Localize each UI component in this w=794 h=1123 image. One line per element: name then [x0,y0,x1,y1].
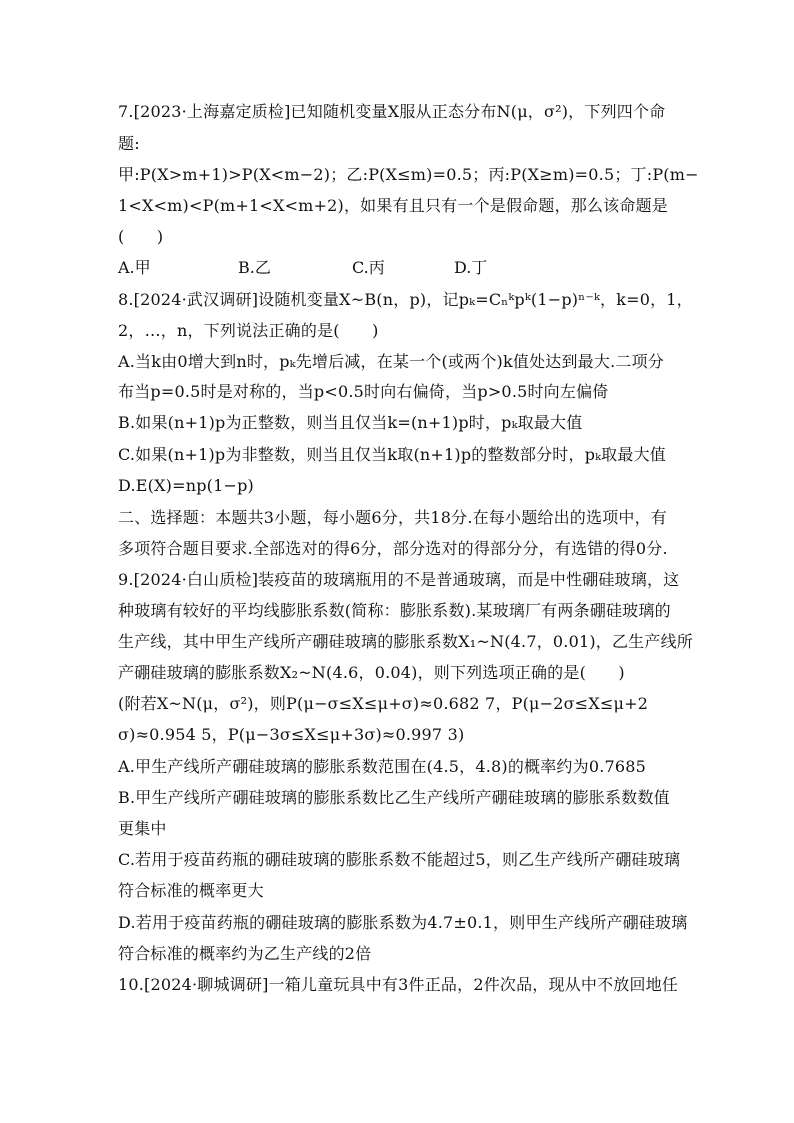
q9-stem-line-4: 产硼硅玻璃的膨胀系数X₂~N(4.6，0.04)，则下列选项正确的是( ) [118,663,625,682]
q8-stem-line-1: 8.[2024·武汉调研]设随机变量X~B(n，p)，记pₖ=Cₙᵏpᵏ(1−p)ⁿ⁻ᵏ，k=0，1， [118,290,693,309]
q7-option-d: D.丁 [454,258,488,277]
q9-option-d-line-1: D.若用于疫苗药瓶的硼硅玻璃的膨胀系数为4.7±0.1，则甲生产线所产硼硅玻璃 [118,913,688,932]
section-2-heading-line-2: 多项符合题目要求.全部选对的得6分，部分选对的得部分分，有选错的得0分. [118,539,668,558]
q10-stem-line-1: 10.[2024·聊城调研]一箱儿童玩具中有3件正品，2件次品，现从中不放回地任 [118,975,679,994]
q8-option-c: C.如果(n+1)p为非整数，则当且仅当k取(n+1)p的整数部分时，pₖ取最大值 [118,445,666,464]
q9-option-b-line-1: B.甲生产线所产硼硅玻璃的膨胀系数比乙生产线所产硼硅玻璃的膨胀系数数值 [118,788,670,807]
q7-option-a: A.甲 [118,258,151,277]
q9-note-line-2: σ)≈0.954 5，P(μ−3σ≤X≤μ+3σ)≈0.997 3) [118,725,465,744]
q9-stem-line-1: 9.[2024·白山质检]装疫苗的玻璃瓶用的不是普通玻璃，而是中性硼硅玻璃，这 [118,570,680,589]
q7-option-c: C.丙 [352,258,385,277]
q9-note-line-1: (附若X~N(μ，σ²)，则P(μ−σ≤X≤μ+σ)≈0.682 7，P(μ−2σ≤X≤μ+2 [118,694,649,713]
q9-option-c-line-1: C.若用于疫苗药瓶的硼硅玻璃的膨胀系数不能超过5，则乙生产线所产硼硅玻璃 [118,850,681,869]
section-2-heading-line-1: 二、选择题：本题共3小题，每小题6分，共18分.在每小题给出的选项中，有 [118,508,668,527]
q9-stem-line-2: 种玻璃有较好的平均线膨胀系数(简称：膨胀系数).某玻璃厂有两条硼硅玻璃的 [118,601,671,620]
q8-stem-line-2: 2，…，n，下列说法正确的是( ) [118,321,379,340]
q7-option-b: B.乙 [238,258,271,277]
q7-stem-line-1: 7.[2023·上海嘉定质检]已知随机变量X服从正态分布N(μ，σ²)，下列四个命 [118,102,666,121]
q7-stem-line-2: 题: [118,134,140,153]
q8-option-b: B.如果(n+1)p为正整数，则当且仅当k=(n+1)p时，pₖ取最大值 [118,413,583,432]
q8-option-d: D.E(X)=np(1−p) [118,476,254,495]
q9-option-a: A.甲生产线所产硼硅玻璃的膨胀系数范围在(4.5，4.8)的概率约为0.7685 [118,757,647,776]
q8-option-a-line-2: 布当p=0.5时是对称的，当p<0.5时向右偏倚，当p>0.5时向左偏倚 [118,382,609,401]
q9-option-c-line-2: 符合标准的概率更大 [118,881,264,900]
q8-option-a-line-1: A.当k由0增大到n时，pₖ先增后减，在某一个(或两个)k值处达到最大.二项分 [118,352,664,371]
q7-stem-line-4: 1<X<m)<P(m+1<X<m+2)，如果有且只有一个是假命题，那么该命题是 [118,196,668,215]
q7-answer-blank: ( ) [118,227,164,246]
q7-options [118,258,718,278]
q9-option-b-line-2: 更集中 [118,819,167,838]
q9-stem-line-3: 生产线，其中甲生产线所产硼硅玻璃的膨胀系数X₁~N(4.7，0.01)，乙生产线所 [118,632,693,651]
q9-option-d-line-2: 符合标准的概率约为乙生产线的2倍 [118,944,372,963]
q7-stem-line-3: 甲:P(X>m+1)>P(X<m−2)；乙:P(X≤m)=0.5；丙:P(X≥m)=0.5；丁:P(m− [118,165,699,184]
